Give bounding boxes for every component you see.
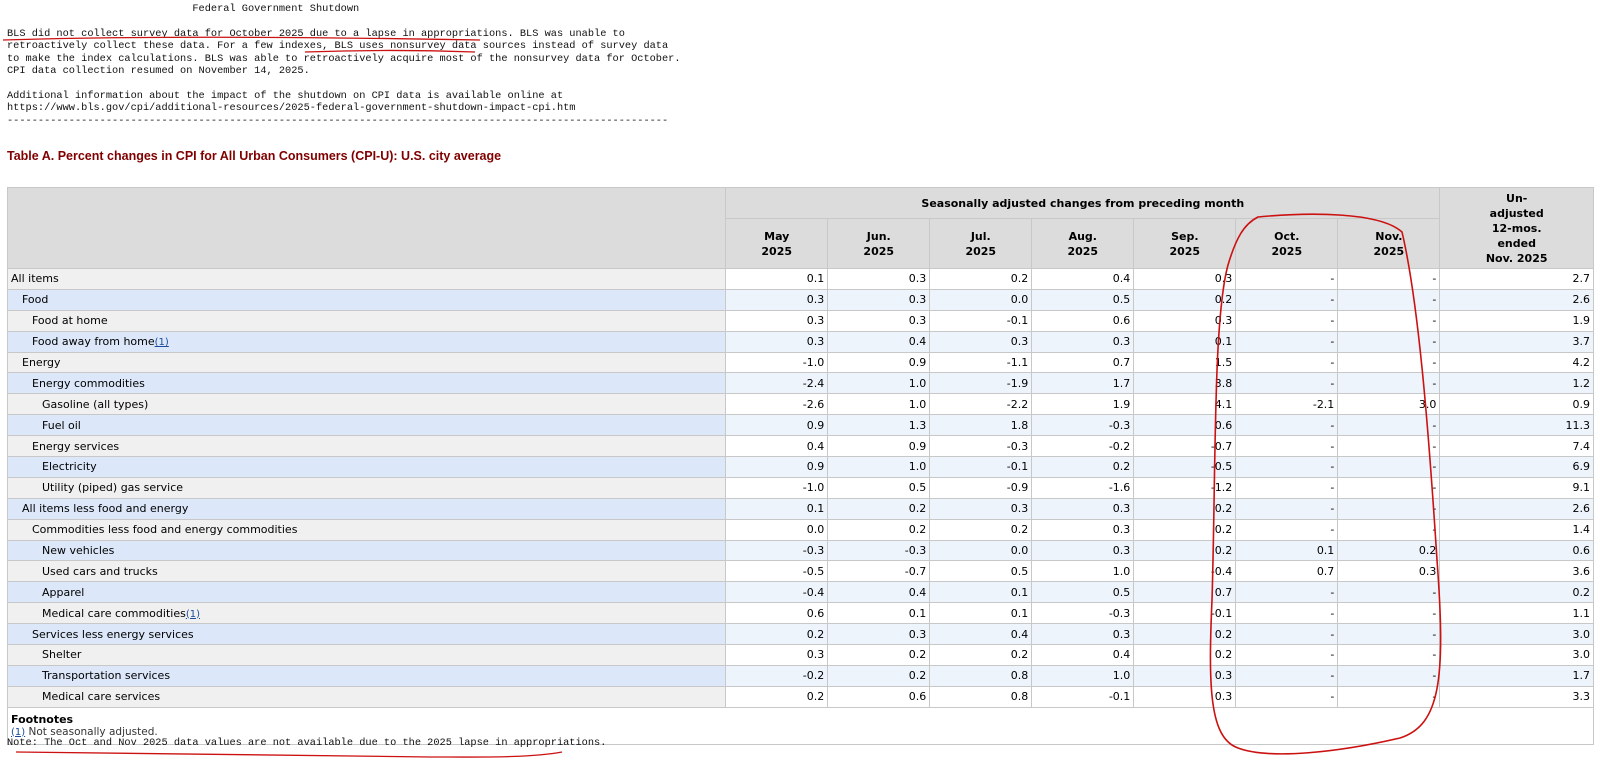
row-label: Utility (piped) gas service [8, 477, 726, 498]
value-cell: 0.2 [1134, 519, 1236, 540]
value-cell: 0.6 [1440, 540, 1594, 561]
value-cell: 0.5 [1032, 289, 1134, 310]
value-cell: - [1338, 289, 1440, 310]
value-cell: 0.3 [1032, 519, 1134, 540]
month-header: Oct. 2025 [1236, 219, 1338, 269]
value-cell: 3.0 [1440, 645, 1594, 666]
value-cell: 0.3 [1032, 498, 1134, 519]
value-cell: 0.1 [1236, 540, 1338, 561]
value-cell: - [1236, 665, 1338, 686]
month-header: Aug. 2025 [1032, 219, 1134, 269]
value-cell: - [1338, 665, 1440, 686]
value-cell: 3.0 [1338, 394, 1440, 415]
table-row [8, 645, 1594, 666]
value-cell: - [1236, 519, 1338, 540]
value-cell: 0.0 [726, 519, 828, 540]
shutdown-heading: Federal Government Shutdown [7, 3, 360, 15]
value-cell: -1.9 [930, 373, 1032, 394]
value-cell: 7.4 [1440, 436, 1594, 457]
table-row [8, 665, 1594, 686]
value-cell: - [1236, 352, 1338, 373]
value-cell: 4.2 [1440, 352, 1594, 373]
value-cell: -0.2 [1032, 436, 1134, 457]
value-cell: 3.7 [1440, 331, 1594, 352]
value-cell: 3.3 [1440, 686, 1594, 707]
value-cell: 0.2 [1134, 645, 1236, 666]
value-cell: 0.2 [930, 645, 1032, 666]
value-cell: 0.2 [726, 686, 828, 707]
value-cell: 0.3 [828, 269, 930, 290]
value-cell: 0.2 [1032, 457, 1134, 478]
value-cell: 2.6 [1440, 289, 1594, 310]
value-cell: 0.0 [930, 289, 1032, 310]
table-row [8, 477, 1594, 498]
value-cell: -0.3 [828, 540, 930, 561]
value-cell: -0.3 [1032, 603, 1134, 624]
value-cell: 1.0 [828, 373, 930, 394]
value-cell: -0.1 [930, 310, 1032, 331]
value-cell: 0.2 [828, 645, 930, 666]
value-cell: -0.7 [1134, 436, 1236, 457]
value-cell: -2.4 [726, 373, 828, 394]
value-cell: 0.3 [930, 498, 1032, 519]
value-cell: - [1338, 519, 1440, 540]
note-text: Note: The Oct and Nov 2025 data values are not available due to the 2025 lapse in appropriations. [7, 737, 607, 749]
footnote-ref-link[interactable]: (1) [185, 608, 200, 620]
month-header: May 2025 [726, 219, 828, 269]
value-cell: - [1338, 415, 1440, 436]
value-cell: 0.8 [930, 686, 1032, 707]
value-cell: - [1338, 352, 1440, 373]
value-cell: - [1236, 603, 1338, 624]
value-cell: 2.6 [1440, 498, 1594, 519]
value-cell: 1.3 [828, 415, 930, 436]
value-cell: - [1338, 582, 1440, 603]
value-cell: -0.7 [828, 561, 930, 582]
value-cell: 0.3 [828, 310, 930, 331]
value-cell: 0.6 [726, 603, 828, 624]
value-cell: -1.2 [1134, 477, 1236, 498]
row-label: New vehicles [8, 540, 726, 561]
value-cell: 0.2 [828, 519, 930, 540]
table-row [8, 373, 1594, 394]
value-cell: 0.4 [828, 582, 930, 603]
value-cell: -1.6 [1032, 477, 1134, 498]
underline-note [16, 752, 562, 757]
value-cell: 1.0 [1032, 665, 1134, 686]
value-cell: - [1236, 457, 1338, 478]
table-row [8, 415, 1594, 436]
seasonally-adjusted-header: Seasonally adjusted changes from preceding month [726, 188, 1440, 219]
row-label: Energy commodities [8, 373, 726, 394]
value-cell: - [1236, 310, 1338, 331]
value-cell: 1.9 [1032, 394, 1134, 415]
value-cell: 0.3 [726, 331, 828, 352]
value-cell: -0.4 [726, 582, 828, 603]
value-cell: 0.1 [828, 603, 930, 624]
value-cell: 0.3 [930, 331, 1032, 352]
value-cell: - [1338, 331, 1440, 352]
month-header: Sep. 2025 [1134, 219, 1236, 269]
value-cell: - [1338, 310, 1440, 331]
row-label: Electricity [8, 457, 726, 478]
value-cell: - [1338, 498, 1440, 519]
value-cell: -2.2 [930, 394, 1032, 415]
value-cell: 0.1 [726, 269, 828, 290]
value-cell: 1.9 [1440, 310, 1594, 331]
value-cell: 0.5 [1032, 582, 1134, 603]
value-cell: -2.1 [1236, 394, 1338, 415]
value-cell: 0.3 [828, 289, 930, 310]
value-cell: 0.9 [1440, 394, 1594, 415]
value-cell: - [1236, 624, 1338, 645]
value-cell: 0.5 [930, 561, 1032, 582]
value-cell: 9.1 [1440, 477, 1594, 498]
value-cell: 11.3 [1440, 415, 1594, 436]
value-cell: 3.8 [1134, 373, 1236, 394]
row-label: Transportation services [8, 665, 726, 686]
value-cell: 0.3 [1338, 561, 1440, 582]
value-cell: 0.3 [1134, 269, 1236, 290]
value-cell: 0.9 [726, 457, 828, 478]
value-cell: 1.5 [1134, 352, 1236, 373]
table-row [8, 310, 1594, 331]
row-label: All items less food and energy [8, 498, 726, 519]
value-cell: 0.3 [1032, 540, 1134, 561]
month-header: Nov. 2025 [1338, 219, 1440, 269]
row-label: Energy [8, 352, 726, 373]
value-cell: 1.0 [828, 457, 930, 478]
table-row [8, 436, 1594, 457]
table-row [8, 561, 1594, 582]
value-cell: 0.2 [1134, 498, 1236, 519]
value-cell: -1.1 [930, 352, 1032, 373]
value-cell: -0.1 [930, 457, 1032, 478]
footnote-text: Not seasonally adjusted. [25, 725, 158, 738]
table-row [8, 269, 1594, 290]
shutdown-intro-text: BLS did not collect survey data for October 2025 due to a lapse in appropriations. BLS was unable to retroactively collect these data. For a few indexes, BLS uses nonsurvey data sources instead of survey data to make the index calculations. BLS was able to retroactively acquire most of the nonsurvey data for October. CPI data collection resumed on November 14, 2025. [7, 28, 681, 78]
value-cell: - [1338, 624, 1440, 645]
value-cell: 0.2 [1338, 540, 1440, 561]
value-cell: - [1236, 331, 1338, 352]
value-cell: - [1338, 436, 1440, 457]
value-cell: -0.1 [1134, 603, 1236, 624]
value-cell: - [1236, 645, 1338, 666]
value-cell: 1.8 [930, 415, 1032, 436]
row-label: Gasoline (all types) [8, 394, 726, 415]
table-row [8, 289, 1594, 310]
table-row [8, 519, 1594, 540]
value-cell: - [1338, 269, 1440, 290]
value-cell: 0.4 [1032, 645, 1134, 666]
additional-info-text: Additional information about the impact of the shutdown on CPI data is available online at https://www.bls.gov/cpi/additional-resources/2025-federal-government-shutdown-impact-cpi.htm ----------------------------------------------------------------------------------------------------------- [7, 90, 669, 127]
value-cell: - [1236, 415, 1338, 436]
value-cell: - [1338, 373, 1440, 394]
footnote-ref-link[interactable]: (1) [154, 337, 169, 349]
value-cell: 0.9 [828, 436, 930, 457]
row-label: Food away from home(1) [8, 331, 726, 352]
value-cell: - [1236, 477, 1338, 498]
value-cell: - [1236, 269, 1338, 290]
value-cell: 0.4 [930, 624, 1032, 645]
value-cell: 0.6 [828, 686, 930, 707]
value-cell: 0.2 [1134, 624, 1236, 645]
row-label: Medical care services [8, 686, 726, 707]
item-header [8, 188, 726, 269]
value-cell: 1.7 [1440, 665, 1594, 686]
value-cell: -0.9 [930, 477, 1032, 498]
value-cell: 2.7 [1440, 269, 1594, 290]
value-cell: 6.9 [1440, 457, 1594, 478]
row-label: Apparel [8, 582, 726, 603]
value-cell: 0.2 [1440, 582, 1594, 603]
value-cell: -0.5 [726, 561, 828, 582]
value-cell: 0.3 [828, 624, 930, 645]
value-cell: -1.0 [726, 477, 828, 498]
value-cell: 1.7 [1032, 373, 1134, 394]
value-cell: 0.7 [1032, 352, 1134, 373]
value-cell: 1.1 [1440, 603, 1594, 624]
value-cell: 1.2 [1440, 373, 1594, 394]
table-row [8, 686, 1594, 707]
value-cell: 0.4 [1032, 269, 1134, 290]
value-cell: -0.2 [726, 665, 828, 686]
value-cell: 0.4 [828, 331, 930, 352]
table-row [8, 498, 1594, 519]
value-cell: 0.3 [1032, 331, 1134, 352]
value-cell: 0.2 [930, 269, 1032, 290]
row-label: Services less energy services [8, 624, 726, 645]
value-cell: 0.1 [1134, 331, 1236, 352]
value-cell: 0.3 [1134, 665, 1236, 686]
row-label: Food at home [8, 310, 726, 331]
value-cell: 0.9 [828, 352, 930, 373]
value-cell: -1.0 [726, 352, 828, 373]
cpi-table [7, 187, 1594, 745]
value-cell: - [1338, 686, 1440, 707]
row-label: Energy services [8, 436, 726, 457]
value-cell: - [1338, 645, 1440, 666]
value-cell: 3.6 [1440, 561, 1594, 582]
value-cell: 0.4 [726, 436, 828, 457]
value-cell: 0.2 [726, 624, 828, 645]
value-cell: 0.3 [1134, 686, 1236, 707]
value-cell: - [1236, 373, 1338, 394]
value-cell: 0.1 [726, 498, 828, 519]
value-cell: -0.3 [930, 436, 1032, 457]
value-cell: 0.3 [726, 310, 828, 331]
value-cell: - [1236, 498, 1338, 519]
value-cell: 0.6 [1032, 310, 1134, 331]
value-cell: -0.1 [1032, 686, 1134, 707]
row-label: Shelter [8, 645, 726, 666]
value-cell: 0.7 [1236, 561, 1338, 582]
value-cell: 0.3 [1032, 624, 1134, 645]
value-cell: 0.3 [726, 289, 828, 310]
footnote-link[interactable]: (1) [11, 726, 26, 738]
table-row [8, 624, 1594, 645]
value-cell: 1.0 [828, 394, 930, 415]
table-title: Table A. Percent changes in CPI for All Urban Consumers (CPI-U): U.S. city average [7, 149, 502, 163]
value-cell: -0.3 [726, 540, 828, 561]
row-label: Food [8, 289, 726, 310]
value-cell: -0.5 [1134, 457, 1236, 478]
row-label: All items [8, 269, 726, 290]
value-cell: 1.0 [1032, 561, 1134, 582]
table-row [8, 331, 1594, 352]
value-cell: - [1338, 603, 1440, 624]
footnotes-title: Footnotes [11, 712, 74, 726]
table-row [8, 603, 1594, 624]
value-cell: 0.6 [1134, 415, 1236, 436]
value-cell: 0.9 [726, 415, 828, 436]
value-cell: - [1338, 457, 1440, 478]
value-cell: - [1236, 289, 1338, 310]
value-cell: 0.1 [930, 603, 1032, 624]
table-row [8, 352, 1594, 373]
value-cell: 0.0 [930, 540, 1032, 561]
value-cell: 0.7 [1134, 582, 1236, 603]
row-label: Fuel oil [8, 415, 726, 436]
row-label: Medical care commodities(1) [8, 603, 726, 624]
value-cell: 0.8 [930, 665, 1032, 686]
value-cell: 0.2 [828, 665, 930, 686]
value-cell: -0.3 [1032, 415, 1134, 436]
unadjusted-header: Un- adjusted 12-mos. ended Nov. 2025 [1440, 188, 1594, 269]
value-cell: 0.3 [1134, 310, 1236, 331]
month-header: Jun. 2025 [828, 219, 930, 269]
value-cell: 0.2 [930, 519, 1032, 540]
row-label: Used cars and trucks [8, 561, 726, 582]
table-row [8, 540, 1594, 561]
table-row [8, 457, 1594, 478]
month-header: Jul. 2025 [930, 219, 1032, 269]
value-cell: 1.4 [1440, 519, 1594, 540]
value-cell: 0.1 [930, 582, 1032, 603]
value-cell: 0.2 [828, 498, 930, 519]
value-cell: 0.3 [726, 645, 828, 666]
value-cell: 4.1 [1134, 394, 1236, 415]
value-cell: 0.2 [1134, 540, 1236, 561]
value-cell: 0.2 [1134, 289, 1236, 310]
value-cell: -2.6 [726, 394, 828, 415]
table-row [8, 394, 1594, 415]
value-cell: - [1236, 436, 1338, 457]
value-cell: 3.0 [1440, 624, 1594, 645]
value-cell: -0.4 [1134, 561, 1236, 582]
value-cell: - [1236, 582, 1338, 603]
table-row [8, 582, 1594, 603]
value-cell: - [1236, 686, 1338, 707]
row-label: Commodities less food and energy commodities [8, 519, 726, 540]
value-cell: - [1338, 477, 1440, 498]
value-cell: 0.5 [828, 477, 930, 498]
